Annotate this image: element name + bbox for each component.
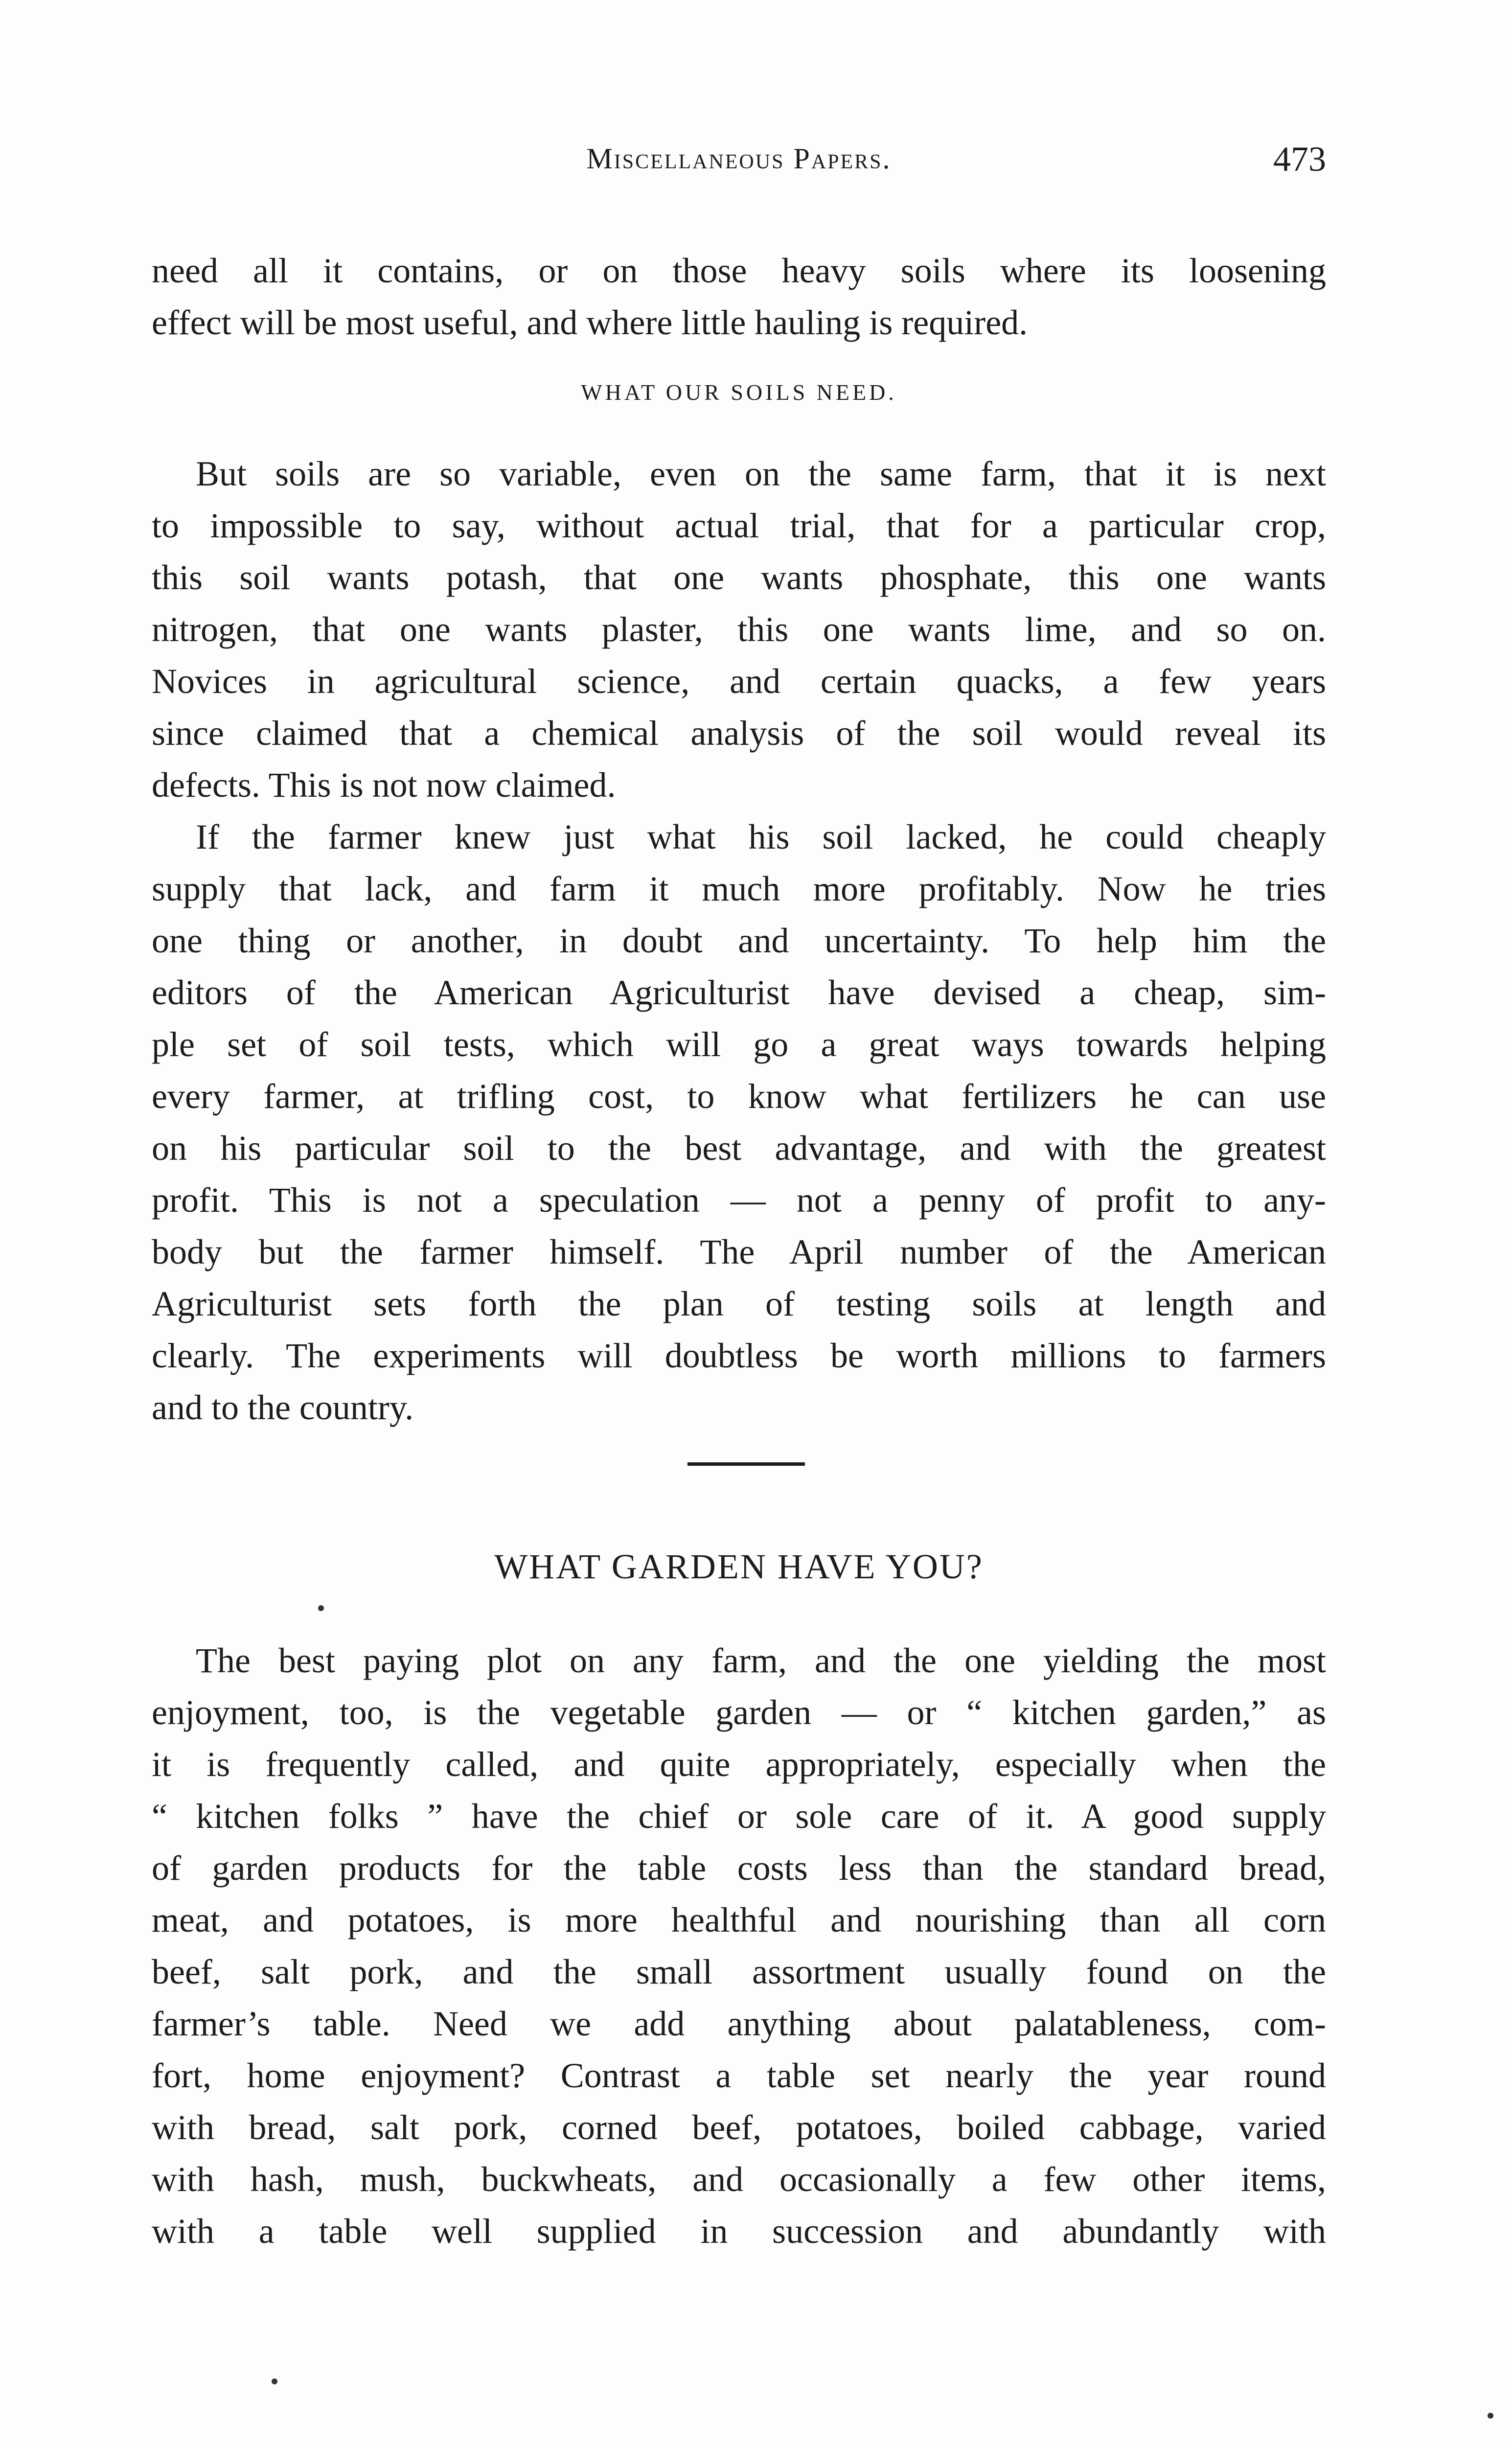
text-line: nitrogen, that one wants plaster, this one wants lime, and so on.: [152, 610, 1326, 649]
text-line: editors of the American Agriculturist have devised a cheap, sim-: [152, 973, 1326, 1012]
text-line: this soil wants potash, that one wants phosphate, this one wants: [152, 558, 1326, 597]
text-line: on his particular soil to the best advantage, and with the greatest: [152, 1129, 1326, 1168]
text-line: beef, salt pork, and the small assortment usually found on the: [152, 1952, 1326, 1991]
text-line: fort, home enjoyment? Contrast a table set nearly the year round: [152, 2056, 1326, 2095]
text-line: every farmer, at trifling cost, to know what fertilizers he can use: [152, 1077, 1326, 1116]
text-line: to impossible to say, without actual trial, that for a particular crop,: [152, 506, 1326, 545]
section-title: WHAT GARDEN HAVE YOU?: [494, 1547, 984, 1586]
text-line: ple set of soil tests, which will go a great ways towards helping: [152, 1025, 1326, 1064]
text-line: meat, and potatoes, is more healthful and nourishing than all corn: [152, 1900, 1326, 1939]
text-line: enjoyment, too, is the vegetable garden — or “ kitchen garden,” as: [152, 1693, 1326, 1732]
text-line: body but the farmer himself. The April number of the American: [152, 1232, 1326, 1271]
scan-speck: [1488, 2413, 1493, 2419]
text-line: Agriculturist sets forth the plan of testing soils at length and: [152, 1284, 1326, 1323]
text-line: defects. This is not now claimed.: [152, 765, 616, 805]
scan-speck: [272, 2378, 277, 2384]
text-line: need all it contains, or on those heavy soils where its loosening: [152, 251, 1326, 290]
text-line: But soils are so variable, even on the same farm, that it is next: [196, 454, 1326, 493]
text-line: it is frequently called, and quite appropriately, especially when the: [152, 1745, 1326, 1784]
running-head: Miscellaneous Papers.: [586, 142, 892, 175]
text-line: farmer’s table. Need we add anything about palatableness, com-: [152, 2004, 1326, 2043]
text-line: profit. This is not a speculation — not a penny of profit to any-: [152, 1180, 1326, 1220]
text-line: of garden products for the table costs less than the standard bread,: [152, 1848, 1326, 1888]
soils-section-body: [152, 448, 1326, 1433]
text-line: clearly. The experiments will doubtless be worth millions to farmers: [152, 1336, 1326, 1375]
text-line: Novices in agricultural science, and certain quacks, a few years: [152, 662, 1326, 701]
text-line: with bread, salt pork, corned beef, potatoes, boiled cabbage, varied: [152, 2108, 1326, 2147]
text-line: with a table well supplied in succession and abundantly with: [152, 2212, 1326, 2251]
page-header: [152, 139, 1326, 196]
text-line: “ kitchen folks ” have the chief or sole care of it. A good supply: [152, 1797, 1326, 1836]
scan-speck: [318, 1605, 324, 1611]
garden-section-body: [152, 1635, 1326, 2257]
text-line: effect will be most useful, and where little hauling is required.: [152, 303, 1028, 342]
text-line: with hash, mush, buckwheats, and occasionally a few other items,: [152, 2160, 1326, 2199]
text-line: The best paying plot on any farm, and the one yielding the most: [196, 1641, 1326, 1680]
page-number: 473: [1273, 139, 1326, 179]
text-line: since claimed that a chemical analysis of the soil would reveal its: [152, 714, 1326, 753]
text-line: and to the country.: [152, 1388, 414, 1427]
text-line: supply that lack, and farm it much more profitably. Now he tries: [152, 869, 1326, 908]
continuation-paragraph: [152, 245, 1326, 348]
subheading: WHAT OUR SOILS NEED.: [581, 380, 897, 405]
section-divider: [687, 1462, 805, 1466]
text-line: If the farmer knew just what his soil lacked, he could cheaply: [196, 817, 1326, 856]
text-line: one thing or another, in doubt and uncertainty. To help him the: [152, 921, 1326, 960]
